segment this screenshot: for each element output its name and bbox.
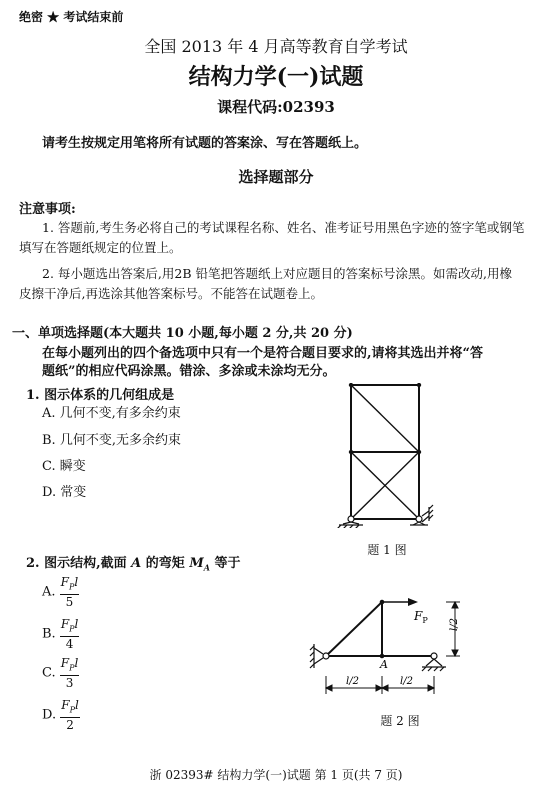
- q2-stem: 2. 图示结构,截面 A 的弯矩 $M_A$ 等于: [26, 556, 241, 573]
- q1-option-d: D. 常变: [42, 485, 87, 500]
- exam-title: 全国 2013 年 4 月高等教育自学考试: [144, 37, 408, 56]
- q2-left-support: [310, 644, 329, 668]
- q2-span-right-label: l/2: [400, 676, 413, 687]
- q1-option-b: B. 几何不变,无多余约束: [42, 433, 181, 448]
- part1-desc-line-1: 在每小题列出的四个备选项中只有一个是符合题目要求的,请将其选出并将“答: [42, 346, 484, 361]
- notes-heading: 注意事项:: [19, 202, 76, 217]
- q2-frame-figure: [300, 592, 470, 704]
- note-2-line-1: 2. 每小题选出答案后,用2B 铅笔把答题纸上对应题目的答案标号涂黑。如需改动,用橡: [42, 266, 512, 281]
- q2-option-a: A. $\frac{F_Pl}{5}$: [42, 575, 79, 610]
- q2-height-label: l/2: [449, 618, 460, 631]
- q2-force-label: $F_P$: [414, 609, 428, 625]
- q2-option-c: C. $\frac{F_Pl}{3}$: [42, 656, 79, 691]
- page-footer: 浙 02393# 结构力学(一)试题 第 1 页(共 7 页): [149, 768, 403, 782]
- q1-stem: 1. 图示体系的几何组成是: [26, 388, 175, 403]
- q2-section-a: A: [131, 556, 142, 571]
- part1-title: 一、单项选择题(本大题共 10 小题,每小题 2 分,共 20 分): [12, 326, 353, 341]
- note-2-line-2: 皮擦干净后,再选涂其他答案标号。不能答在试题卷上。: [19, 286, 323, 301]
- q2-option-d: D. $\frac{F_Pl}{2}$: [42, 698, 79, 733]
- q1-option-a: A. 几何不变,有多余约束: [42, 406, 181, 421]
- q1-right-support: [410, 505, 433, 525]
- q1-figure-caption: 题 1 图: [367, 543, 407, 557]
- q1-truss-figure: [335, 383, 445, 528]
- q1-left-pin-support: [337, 516, 363, 528]
- secret-label: 绝密 ★ 考试结束前: [19, 10, 124, 24]
- q1-option-c: C. 瞬变: [42, 459, 86, 474]
- course-code: 课程代码:02393: [217, 98, 335, 116]
- instruction: 请考生按规定用笔将所有试题的答案涂、写在答题纸上。: [42, 136, 368, 151]
- q2-force-arrow: [384, 598, 418, 606]
- q2-moment-symbol: M: [189, 556, 204, 571]
- part1-desc-line-2: 题纸”的相应代码涂黑。错涂、多涂或未涂均无分。: [42, 364, 336, 379]
- q2-figure-caption: 题 2 图: [380, 714, 420, 728]
- q2-point-a-label: A: [380, 658, 388, 671]
- subject-title: 结构力学(一)试题: [188, 64, 364, 90]
- note-1-line-2: 填写在答题纸规定的位置上。: [19, 240, 182, 255]
- note-1-line-1: 1. 答题前,考生务必将自己的考试课程名称、姓名、准考证号用黑色字迹的签字笔或钢笔: [42, 220, 525, 235]
- q2-span-left-label: l/2: [346, 676, 359, 687]
- q2-span-dimension: [326, 676, 434, 694]
- section-heading: 选择题部分: [238, 168, 314, 186]
- q2-option-b: B. $\frac{F_Pl}{4}$: [42, 617, 79, 652]
